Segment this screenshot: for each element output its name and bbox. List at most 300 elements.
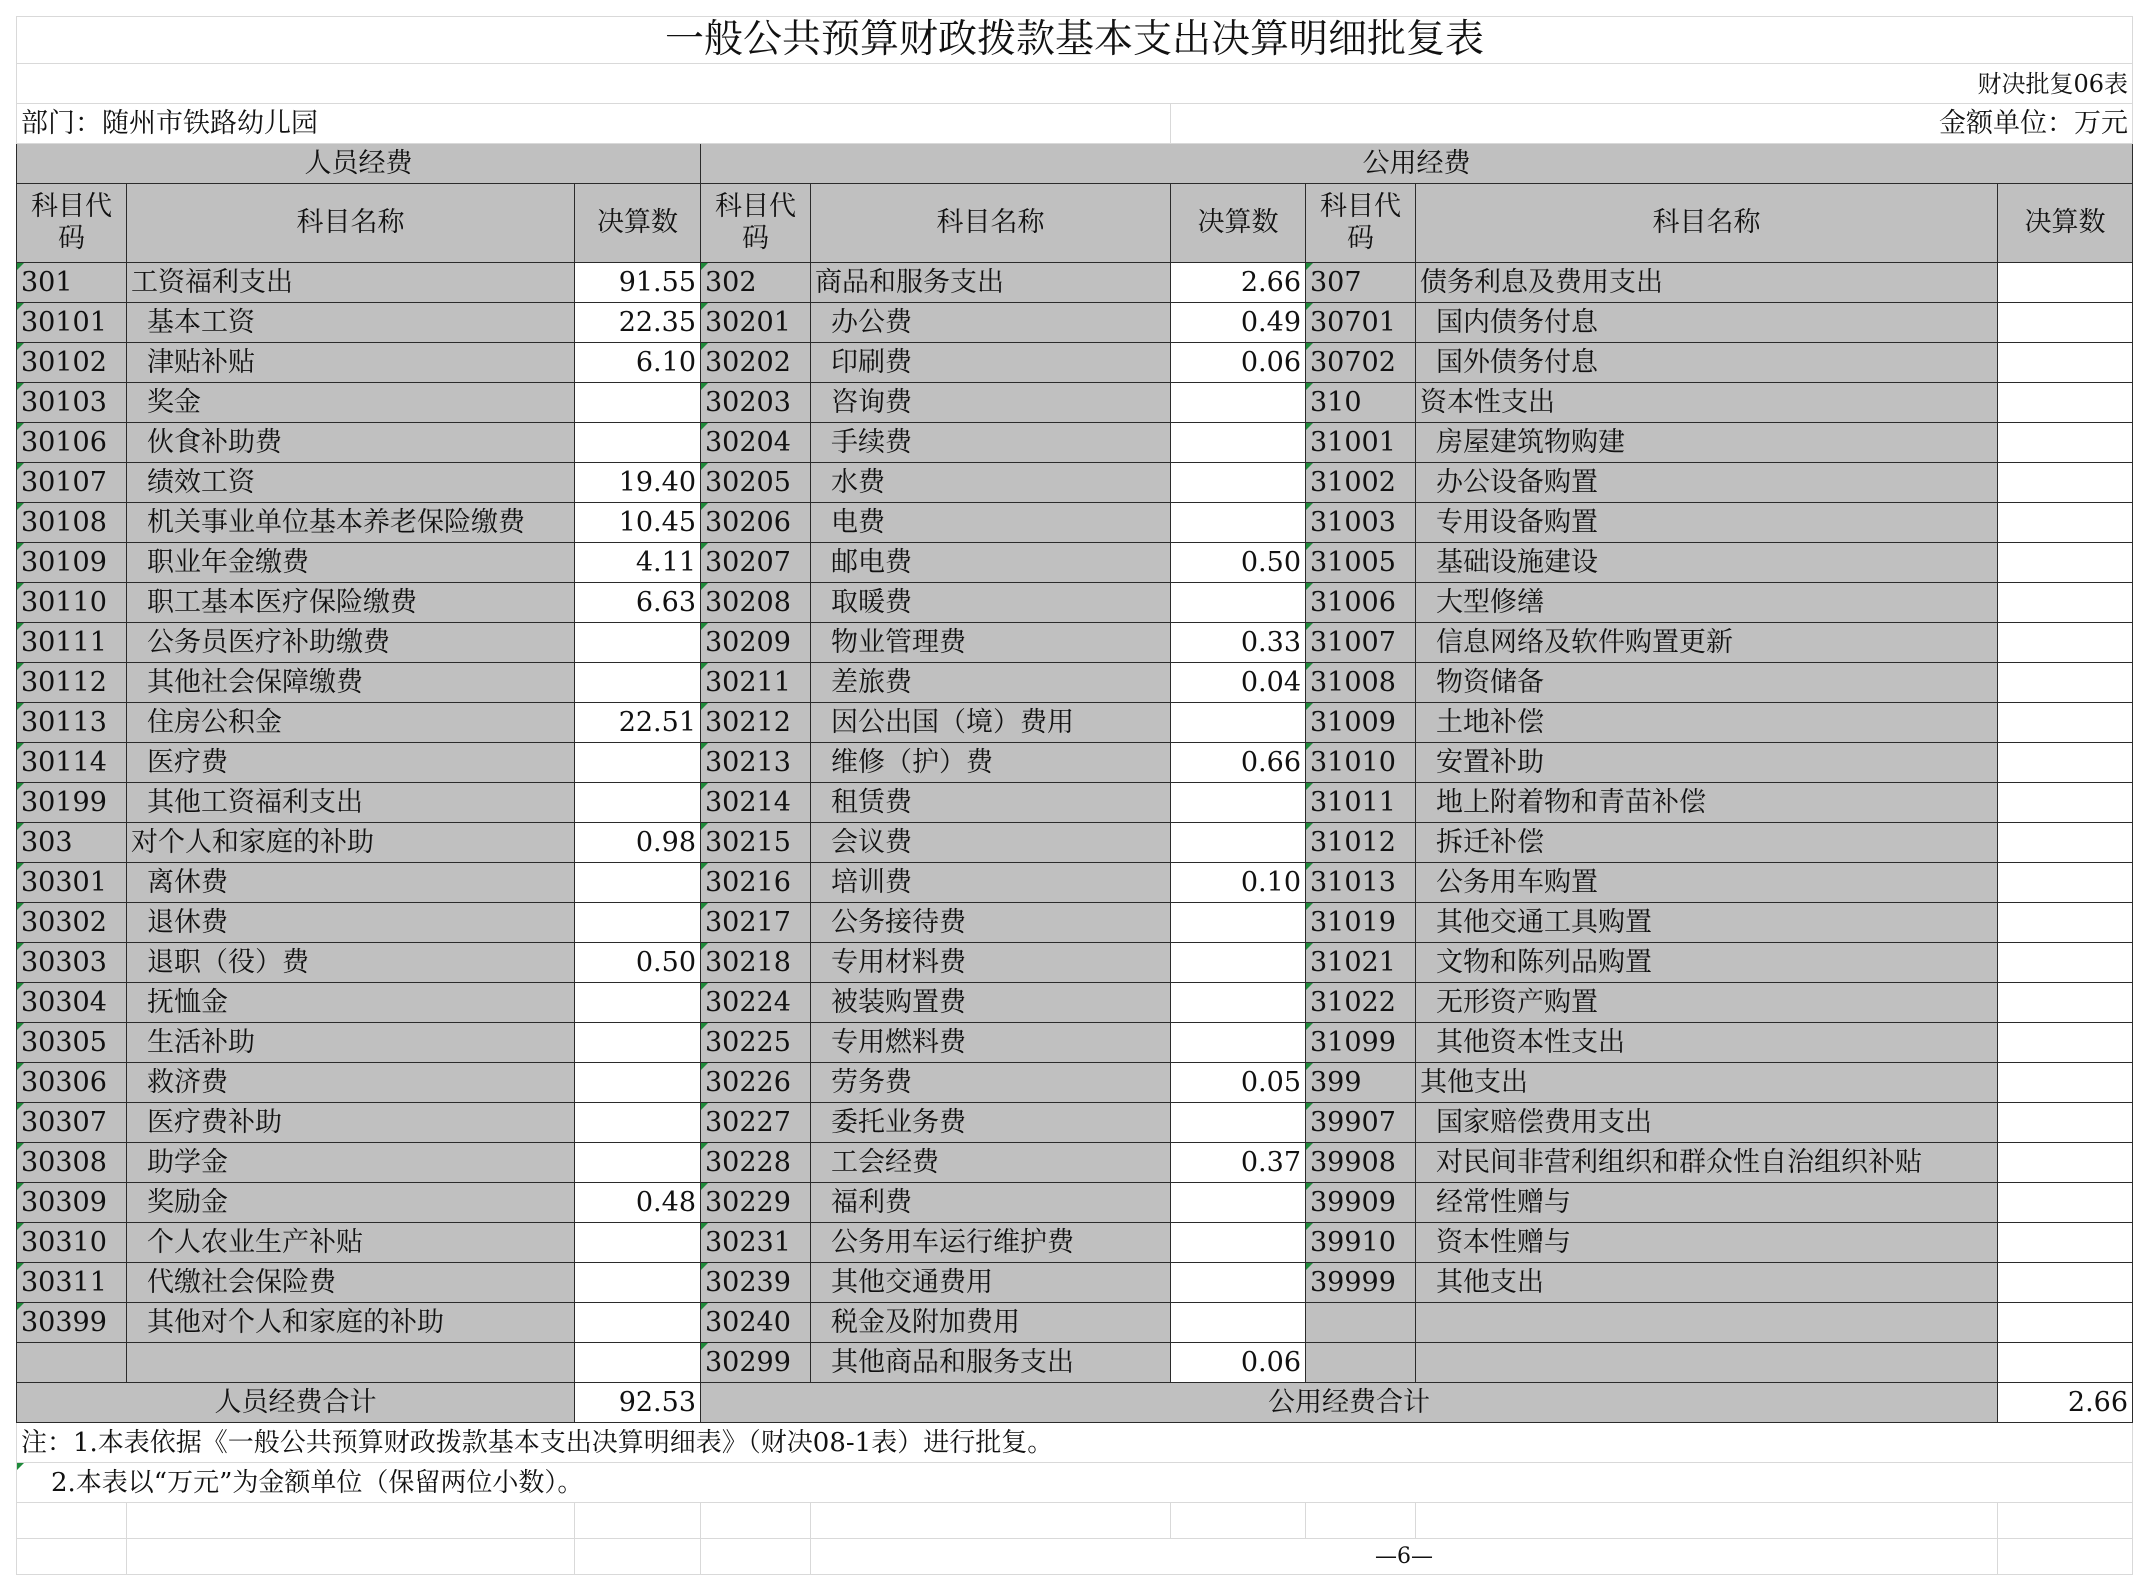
public-capital-amount-cell [1998, 1263, 2133, 1303]
public-capital-name-cell: 经常性赠与 [1416, 1183, 1998, 1223]
public-capital-amount-cell [1998, 583, 2133, 623]
public-total-value: 2.66 [1998, 1383, 2133, 1423]
personnel-amount-cell [575, 663, 701, 703]
public-goods-amount-cell [1171, 463, 1306, 503]
personnel-amount-cell [575, 983, 701, 1023]
personnel-name-cell: 伙食补助费 [127, 423, 575, 463]
public-goods-name-cell: 咨询费 [811, 383, 1171, 423]
personnel-name-cell: 医疗费 [127, 743, 575, 783]
personnel-amount-cell [575, 1023, 701, 1063]
personnel-amount-cell: 4.11 [575, 543, 701, 583]
public-goods-code-cell: 30203 [701, 383, 811, 423]
public-capital-code-cell: 39907 [1306, 1103, 1416, 1143]
public-goods-amount-cell: 2.66 [1171, 263, 1306, 303]
table-row [17, 823, 2133, 863]
public-capital-code-cell: 31019 [1306, 903, 1416, 943]
header-amount: 决算数 [1998, 184, 2133, 263]
personnel-name-cell: 其他对个人和家庭的补助 [127, 1303, 575, 1343]
public-goods-amount-cell [1171, 383, 1306, 423]
header-amount: 决算数 [1171, 184, 1306, 263]
public-capital-code-cell: 31002 [1306, 463, 1416, 503]
public-goods-code-cell: 30228 [701, 1143, 811, 1183]
personnel-name-cell: 工资福利支出 [127, 263, 575, 303]
personnel-code-cell: 30307 [17, 1103, 127, 1143]
table-row [17, 703, 2133, 743]
department-label: 部门：随州市铁路幼儿园 [17, 104, 1171, 144]
public-capital-name-cell: 资本性赠与 [1416, 1223, 1998, 1263]
personnel-code-cell: 30302 [17, 903, 127, 943]
public-goods-code-cell: 30299 [701, 1343, 811, 1383]
public-capital-code-cell: 31011 [1306, 783, 1416, 823]
personnel-amount-cell: 6.63 [575, 583, 701, 623]
personnel-amount-cell: 10.45 [575, 503, 701, 543]
public-goods-name-cell: 委托业务费 [811, 1103, 1171, 1143]
table-row [17, 1303, 2133, 1343]
table-row [17, 423, 2133, 463]
public-capital-code-cell: 39999 [1306, 1263, 1416, 1303]
public-goods-name-cell: 福利费 [811, 1183, 1171, 1223]
personnel-amount-cell: 6.10 [575, 343, 701, 383]
public-goods-amount-cell [1171, 823, 1306, 863]
section-public-header: 公用经费 [701, 144, 2133, 184]
table-row [17, 783, 2133, 823]
table-row [17, 1023, 2133, 1063]
table-row [17, 1223, 2133, 1263]
public-goods-amount-cell [1171, 703, 1306, 743]
public-capital-name-cell: 无形资产购置 [1416, 983, 1998, 1023]
public-goods-amount-cell: 0.10 [1171, 863, 1306, 903]
public-goods-amount-cell [1171, 1303, 1306, 1343]
public-goods-name-cell: 租赁费 [811, 783, 1171, 823]
table-row [17, 743, 2133, 783]
public-goods-amount-cell [1171, 1023, 1306, 1063]
public-goods-code-cell: 30209 [701, 623, 811, 663]
personnel-total-value: 92.53 [575, 1383, 701, 1423]
public-goods-amount-cell [1171, 503, 1306, 543]
header-amount: 决算数 [575, 184, 701, 263]
personnel-code-cell: 30199 [17, 783, 127, 823]
public-goods-code-cell: 30229 [701, 1183, 811, 1223]
public-goods-name-cell: 差旅费 [811, 663, 1171, 703]
personnel-code-cell: 30103 [17, 383, 127, 423]
table-row [17, 863, 2133, 903]
header-code: 科目代码 [17, 184, 127, 263]
public-capital-amount-cell [1998, 383, 2133, 423]
public-goods-amount-cell: 0.50 [1171, 543, 1306, 583]
public-goods-name-cell: 水费 [811, 463, 1171, 503]
public-capital-name-cell: 物资储备 [1416, 663, 1998, 703]
public-capital-amount-cell [1998, 543, 2133, 583]
public-capital-amount-cell [1998, 703, 2133, 743]
public-goods-code-cell: 30206 [701, 503, 811, 543]
personnel-code-cell: 30301 [17, 863, 127, 903]
public-capital-code-cell: 307 [1306, 263, 1416, 303]
personnel-name-cell: 抚恤金 [127, 983, 575, 1023]
public-goods-code-cell: 30211 [701, 663, 811, 703]
public-goods-amount-cell [1171, 423, 1306, 463]
public-capital-code-cell: 31005 [1306, 543, 1416, 583]
personnel-amount-cell [575, 623, 701, 663]
public-capital-amount-cell [1998, 943, 2133, 983]
public-goods-code-cell: 30207 [701, 543, 811, 583]
public-goods-code-cell: 30231 [701, 1223, 811, 1263]
personnel-code-cell: 30310 [17, 1223, 127, 1263]
public-goods-amount-cell: 0.05 [1171, 1063, 1306, 1103]
amount-unit-label: 金额单位：万元 [1171, 104, 2133, 144]
personnel-code-cell: 30114 [17, 743, 127, 783]
page-number: —6— [811, 1539, 1998, 1575]
personnel-name-cell: 个人农业生产补贴 [127, 1223, 575, 1263]
personnel-code-cell: 30101 [17, 303, 127, 343]
personnel-amount-cell [575, 1263, 701, 1303]
personnel-code-cell: 30308 [17, 1143, 127, 1183]
public-capital-code-cell: 39910 [1306, 1223, 1416, 1263]
public-capital-name-cell: 债务利息及费用支出 [1416, 263, 1998, 303]
public-goods-name-cell: 税金及附加费用 [811, 1303, 1171, 1343]
public-goods-amount-cell [1171, 1263, 1306, 1303]
personnel-code-cell: 30107 [17, 463, 127, 503]
public-capital-name-cell: 对民间非营利组织和群众性自治组织补贴 [1416, 1143, 1998, 1183]
public-capital-code-cell: 31007 [1306, 623, 1416, 663]
personnel-name-cell: 退职（役）费 [127, 943, 575, 983]
public-goods-amount-cell: 0.33 [1171, 623, 1306, 663]
public-goods-amount-cell [1171, 783, 1306, 823]
public-goods-code-cell: 30240 [701, 1303, 811, 1343]
public-goods-code-cell: 30212 [701, 703, 811, 743]
personnel-name-cell [127, 1343, 575, 1383]
public-capital-code-cell: 31003 [1306, 503, 1416, 543]
public-goods-amount-cell [1171, 943, 1306, 983]
personnel-name-cell: 绩效工资 [127, 463, 575, 503]
section-personnel-header: 人员经费 [17, 144, 701, 184]
personnel-name-cell: 奖金 [127, 383, 575, 423]
personnel-name-cell: 救济费 [127, 1063, 575, 1103]
personnel-code-cell: 30304 [17, 983, 127, 1023]
table-row [17, 1343, 2133, 1383]
public-goods-amount-cell: 0.04 [1171, 663, 1306, 703]
public-capital-amount-cell [1998, 463, 2133, 503]
table-row [17, 383, 2133, 423]
public-total-label: 公用经费合计 [701, 1383, 1998, 1423]
personnel-total-label: 人员经费合计 [17, 1383, 575, 1423]
public-goods-amount-cell: 0.37 [1171, 1143, 1306, 1183]
public-capital-code-cell: 31021 [1306, 943, 1416, 983]
public-capital-amount-cell [1998, 343, 2133, 383]
public-capital-name-cell: 其他交通工具购置 [1416, 903, 1998, 943]
personnel-name-cell: 其他工资福利支出 [127, 783, 575, 823]
personnel-amount-cell: 0.50 [575, 943, 701, 983]
public-goods-name-cell: 被装购置费 [811, 983, 1171, 1023]
public-goods-code-cell: 30217 [701, 903, 811, 943]
personnel-amount-cell [575, 903, 701, 943]
personnel-code-cell: 30108 [17, 503, 127, 543]
personnel-name-cell: 津贴补贴 [127, 343, 575, 383]
personnel-code-cell [17, 1343, 127, 1383]
table-row [17, 1263, 2133, 1303]
personnel-name-cell: 对个人和家庭的补助 [127, 823, 575, 863]
personnel-code-cell: 301 [17, 263, 127, 303]
public-capital-name-cell: 国外债务付息 [1416, 343, 1998, 383]
public-capital-code-cell: 31012 [1306, 823, 1416, 863]
table-row [17, 303, 2133, 343]
personnel-code-cell: 30109 [17, 543, 127, 583]
public-goods-amount-cell [1171, 903, 1306, 943]
public-goods-name-cell: 维修（护）费 [811, 743, 1171, 783]
public-goods-name-cell: 其他交通费用 [811, 1263, 1171, 1303]
personnel-code-cell: 30113 [17, 703, 127, 743]
public-goods-name-cell: 商品和服务支出 [811, 263, 1171, 303]
public-goods-code-cell: 30215 [701, 823, 811, 863]
personnel-amount-cell: 19.40 [575, 463, 701, 503]
table-row [17, 463, 2133, 503]
table-row [17, 583, 2133, 623]
public-goods-code-cell: 30227 [701, 1103, 811, 1143]
note-line: 注：1.本表依据《一般公共预算财政拨款基本支出决算明细表》（财决08-1表）进行批复。 [17, 1423, 2133, 1463]
personnel-amount-cell [575, 1103, 701, 1143]
public-capital-amount-cell [1998, 1103, 2133, 1143]
public-goods-code-cell: 30226 [701, 1063, 811, 1103]
personnel-amount-cell: 0.98 [575, 823, 701, 863]
public-goods-amount-cell: 0.06 [1171, 343, 1306, 383]
personnel-name-cell: 职业年金缴费 [127, 543, 575, 583]
personnel-name-cell: 其他社会保障缴费 [127, 663, 575, 703]
public-capital-name-cell: 其他资本性支出 [1416, 1023, 1998, 1063]
page-title: 一般公共预算财政拨款基本支出决算明细批复表 [17, 17, 2133, 64]
header-code: 科目代码 [701, 184, 811, 263]
header-name: 科目名称 [1416, 184, 1998, 263]
public-goods-amount-cell [1171, 983, 1306, 1023]
personnel-amount-cell [575, 743, 701, 783]
personnel-code-cell: 30305 [17, 1023, 127, 1063]
public-capital-code-cell: 31006 [1306, 583, 1416, 623]
note-line: 2.本表以“万元”为金额单位（保留两位小数）。 [17, 1463, 2133, 1503]
public-goods-name-cell: 专用材料费 [811, 943, 1171, 983]
header-name: 科目名称 [127, 184, 575, 263]
public-goods-name-cell: 培训费 [811, 863, 1171, 903]
table-row [17, 943, 2133, 983]
public-capital-amount-cell [1998, 623, 2133, 663]
public-goods-code-cell: 30202 [701, 343, 811, 383]
public-goods-amount-cell: 0.66 [1171, 743, 1306, 783]
personnel-amount-cell [575, 863, 701, 903]
public-goods-name-cell: 办公费 [811, 303, 1171, 343]
public-goods-name-cell: 公务用车运行维护费 [811, 1223, 1171, 1263]
public-capital-amount-cell [1998, 1143, 2133, 1183]
public-goods-code-cell: 30213 [701, 743, 811, 783]
public-goods-name-cell: 其他商品和服务支出 [811, 1343, 1171, 1383]
public-goods-name-cell: 取暖费 [811, 583, 1171, 623]
public-capital-name-cell: 国家赔偿费用支出 [1416, 1103, 1998, 1143]
public-goods-code-cell: 30239 [701, 1263, 811, 1303]
personnel-name-cell: 住房公积金 [127, 703, 575, 743]
public-capital-amount-cell [1998, 823, 2133, 863]
personnel-amount-cell [575, 1063, 701, 1103]
form-code: 财决批复06表 [17, 64, 2133, 104]
public-capital-amount-cell [1998, 903, 2133, 943]
personnel-amount-cell: 22.51 [575, 703, 701, 743]
personnel-name-cell: 奖励金 [127, 1183, 575, 1223]
public-goods-amount-cell: 0.49 [1171, 303, 1306, 343]
public-goods-name-cell: 公务接待费 [811, 903, 1171, 943]
header-code: 科目代码 [1306, 184, 1416, 263]
public-capital-name-cell: 拆迁补偿 [1416, 823, 1998, 863]
personnel-amount-cell [575, 1343, 701, 1383]
personnel-code-cell: 30309 [17, 1183, 127, 1223]
public-capital-name-cell: 办公设备购置 [1416, 463, 1998, 503]
public-capital-code-cell [1306, 1303, 1416, 1343]
public-capital-amount-cell [1998, 1023, 2133, 1063]
public-capital-name-cell: 土地补偿 [1416, 703, 1998, 743]
public-goods-code-cell: 30208 [701, 583, 811, 623]
table-row [17, 1143, 2133, 1183]
personnel-amount-cell [575, 783, 701, 823]
public-goods-amount-cell [1171, 1183, 1306, 1223]
public-capital-amount-cell [1998, 1303, 2133, 1343]
public-goods-amount-cell [1171, 1223, 1306, 1263]
public-goods-code-cell: 30204 [701, 423, 811, 463]
personnel-code-cell: 303 [17, 823, 127, 863]
public-goods-name-cell: 工会经费 [811, 1143, 1171, 1183]
personnel-code-cell: 30102 [17, 343, 127, 383]
public-goods-code-cell: 30225 [701, 1023, 811, 1063]
public-capital-code-cell: 31099 [1306, 1023, 1416, 1063]
personnel-name-cell: 退休费 [127, 903, 575, 943]
public-capital-amount-cell [1998, 1223, 2133, 1263]
public-goods-amount-cell: 0.06 [1171, 1343, 1306, 1383]
public-capital-name-cell [1416, 1343, 1998, 1383]
table-row [17, 503, 2133, 543]
public-capital-code-cell: 31009 [1306, 703, 1416, 743]
table-row [17, 543, 2133, 583]
public-goods-code-cell: 30216 [701, 863, 811, 903]
personnel-amount-cell [575, 1303, 701, 1343]
personnel-name-cell: 医疗费补助 [127, 1103, 575, 1143]
public-capital-name-cell: 其他支出 [1416, 1063, 1998, 1103]
personnel-name-cell: 代缴社会保险费 [127, 1263, 575, 1303]
table-row [17, 1063, 2133, 1103]
public-capital-name-cell: 安置补助 [1416, 743, 1998, 783]
personnel-code-cell: 30399 [17, 1303, 127, 1343]
personnel-amount-cell [575, 423, 701, 463]
public-capital-code-cell: 31010 [1306, 743, 1416, 783]
public-capital-amount-cell [1998, 1183, 2133, 1223]
table-row [17, 623, 2133, 663]
personnel-code-cell: 30306 [17, 1063, 127, 1103]
budget-approval-sheet [16, 16, 2132, 1575]
public-capital-name-cell: 其他支出 [1416, 1263, 1998, 1303]
public-capital-name-cell: 地上附着物和青苗补偿 [1416, 783, 1998, 823]
public-capital-name-cell: 公务用车购置 [1416, 863, 1998, 903]
personnel-code-cell: 30303 [17, 943, 127, 983]
public-capital-code-cell: 31001 [1306, 423, 1416, 463]
public-goods-amount-cell [1171, 583, 1306, 623]
public-capital-name-cell: 文物和陈列品购置 [1416, 943, 1998, 983]
public-capital-amount-cell [1998, 663, 2133, 703]
public-goods-code-cell: 302 [701, 263, 811, 303]
personnel-name-cell: 职工基本医疗保险缴费 [127, 583, 575, 623]
public-capital-name-cell [1416, 1303, 1998, 1343]
table-row [17, 663, 2133, 703]
table-row [17, 263, 2133, 303]
public-capital-amount-cell [1998, 783, 2133, 823]
public-capital-code-cell: 30702 [1306, 343, 1416, 383]
table-row [17, 903, 2133, 943]
budget-table [16, 16, 2133, 1575]
public-goods-amount-cell [1171, 1103, 1306, 1143]
personnel-code-cell: 30110 [17, 583, 127, 623]
public-goods-name-cell: 专用燃料费 [811, 1023, 1171, 1063]
personnel-code-cell: 30106 [17, 423, 127, 463]
public-capital-name-cell: 房屋建筑物购建 [1416, 423, 1998, 463]
public-capital-amount-cell [1998, 743, 2133, 783]
personnel-amount-cell: 91.55 [575, 263, 701, 303]
public-capital-code-cell: 39908 [1306, 1143, 1416, 1183]
table-row [17, 1103, 2133, 1143]
public-goods-name-cell: 邮电费 [811, 543, 1171, 583]
public-capital-amount-cell [1998, 423, 2133, 463]
personnel-name-cell: 公务员医疗补助缴费 [127, 623, 575, 663]
public-capital-amount-cell [1998, 1063, 2133, 1103]
personnel-amount-cell [575, 1223, 701, 1263]
public-capital-code-cell: 31008 [1306, 663, 1416, 703]
public-capital-amount-cell [1998, 1343, 2133, 1383]
table-row [17, 343, 2133, 383]
public-capital-code-cell: 31013 [1306, 863, 1416, 903]
public-capital-amount-cell [1998, 303, 2133, 343]
public-goods-name-cell: 劳务费 [811, 1063, 1171, 1103]
public-goods-code-cell: 30224 [701, 983, 811, 1023]
header-name: 科目名称 [811, 184, 1171, 263]
public-goods-name-cell: 会议费 [811, 823, 1171, 863]
public-capital-code-cell: 30701 [1306, 303, 1416, 343]
public-capital-amount-cell [1998, 983, 2133, 1023]
public-goods-name-cell: 手续费 [811, 423, 1171, 463]
public-goods-name-cell: 因公出国（境）费用 [811, 703, 1171, 743]
personnel-code-cell: 30311 [17, 1263, 127, 1303]
personnel-name-cell: 生活补助 [127, 1023, 575, 1063]
personnel-amount-cell: 0.48 [575, 1183, 701, 1223]
personnel-name-cell: 助学金 [127, 1143, 575, 1183]
public-capital-amount-cell [1998, 263, 2133, 303]
personnel-code-cell: 30111 [17, 623, 127, 663]
personnel-amount-cell [575, 383, 701, 423]
personnel-name-cell: 基本工资 [127, 303, 575, 343]
public-capital-amount-cell [1998, 863, 2133, 903]
public-capital-name-cell: 基础设施建设 [1416, 543, 1998, 583]
personnel-amount-cell [575, 1143, 701, 1183]
public-goods-code-cell: 30201 [701, 303, 811, 343]
public-capital-code-cell [1306, 1343, 1416, 1383]
table-row [17, 1183, 2133, 1223]
public-capital-name-cell: 资本性支出 [1416, 383, 1998, 423]
public-capital-code-cell: 399 [1306, 1063, 1416, 1103]
public-capital-code-cell: 310 [1306, 383, 1416, 423]
public-goods-code-cell: 30214 [701, 783, 811, 823]
personnel-name-cell: 机关事业单位基本养老保险缴费 [127, 503, 575, 543]
public-goods-code-cell: 30218 [701, 943, 811, 983]
public-goods-name-cell: 印刷费 [811, 343, 1171, 383]
public-capital-code-cell: 31022 [1306, 983, 1416, 1023]
public-capital-code-cell: 39909 [1306, 1183, 1416, 1223]
public-goods-name-cell: 物业管理费 [811, 623, 1171, 663]
public-goods-code-cell: 30205 [701, 463, 811, 503]
table-row [17, 983, 2133, 1023]
public-capital-name-cell: 国内债务付息 [1416, 303, 1998, 343]
public-capital-amount-cell [1998, 503, 2133, 543]
public-capital-name-cell: 大型修缮 [1416, 583, 1998, 623]
personnel-amount-cell: 22.35 [575, 303, 701, 343]
personnel-name-cell: 离休费 [127, 863, 575, 903]
